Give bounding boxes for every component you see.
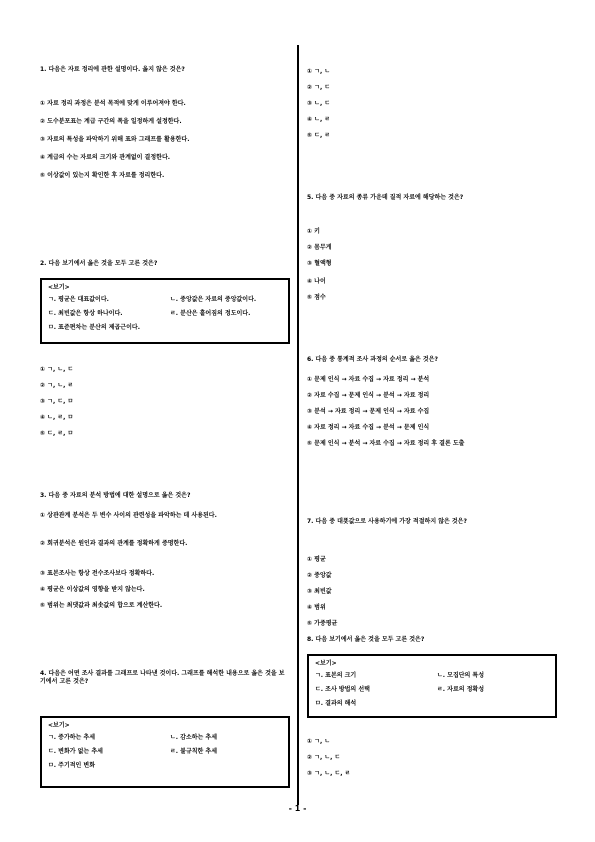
question-1-option-5: ⑤ 이상값이 있는지 확인한 후 자료를 정리한다. (40, 172, 165, 179)
box-item: ㄴ. 중앙값은 자료의 중앙값이다. (170, 296, 257, 303)
question-3-stem: 3. 다음 중 자료의 분석 방법에 대한 설명으로 옳은 것은? (40, 492, 191, 499)
box-item: ㄴ. 감소하는 추세 (170, 734, 218, 741)
box-item: ㄷ. 변화가 없는 추세 (48, 748, 103, 755)
question-3-option-2: ② 회귀분석은 원인과 결과의 관계를 정확하게 증명한다. (40, 540, 188, 547)
question-7-option-1: ① 평균 (307, 556, 326, 563)
question-5-option-5: ⑤ 점수 (307, 294, 326, 301)
question-3-option-3: ③ 표본조사는 항상 전수조사보다 정확하다. (40, 570, 155, 577)
box-item: ㄱ. 표본의 크기 (315, 672, 357, 679)
question-1-stem: 1. 다음은 자료 정리에 관한 설명이다. 옳지 않은 것은? (40, 66, 185, 73)
question-7-option-3: ③ 최빈값 (307, 588, 332, 595)
box-item: ㄷ. 최빈값은 항상 하나이다. (48, 310, 123, 317)
question-2-choice-box (40, 278, 290, 344)
box-label: <보기> (315, 660, 337, 667)
question-7-option-4: ④ 범위 (307, 604, 326, 611)
answer-top-4: ④ ㄴ, ㄹ (307, 116, 331, 123)
question-6-stem: 6. 다음 중 통계적 조사 과정의 순서로 옳은 것은? (307, 356, 438, 363)
question-6-option-2: ② 자료 수집 → 문제 인식 → 분석 → 자료 정리 (307, 392, 430, 399)
question-5-option-2: ② 몸무게 (307, 244, 332, 251)
question-8-answer-1: ① ㄱ, ㄴ (307, 738, 331, 745)
box-item: ㄱ. 증가하는 추세 (48, 734, 96, 741)
box-label: <보기> (48, 722, 70, 729)
question-6-option-4: ④ 자료 정리 → 자료 수집 → 분석 → 문제 인식 (307, 424, 430, 431)
question-6-option-3: ③ 분석 → 자료 정리 → 문제 인식 → 자료 수집 (307, 408, 430, 415)
question-7-option-2: ② 중앙값 (307, 572, 332, 579)
box-label: <보기> (48, 284, 70, 291)
box-item: ㄹ. 분산은 흩어짐의 정도이다. (170, 310, 251, 317)
answer-top-3: ③ ㄴ, ㄷ (307, 100, 331, 107)
question-6-option-5: ⑤ 문제 인식 → 분석 → 자료 수집 → 자료 정리 후 결론 도출 (307, 440, 465, 447)
question-2-answer-1: ① ㄱ, ㄴ, ㄷ (40, 366, 74, 373)
question-3-option-5: ⑤ 범위는 최댓값과 최솟값의 합으로 계산한다. (40, 602, 163, 609)
question-7-option-5: ⑤ 가중평균 (307, 620, 338, 627)
question-3-option-4: ④ 평균은 이상값의 영향을 받지 않는다. (40, 586, 145, 593)
column-divider (297, 45, 299, 805)
question-7-stem: 7. 다음 중 대푯값으로 사용하기에 가장 적절하지 않은 것은? (307, 518, 467, 525)
question-8-answer-3: ③ ㄱ, ㄴ, ㄷ, ㄹ (307, 770, 351, 777)
box-item: ㄱ. 평균은 대표값이다. (48, 296, 109, 303)
question-4-choice-box (40, 716, 290, 788)
question-2-answer-5: ⑤ ㄷ, ㄹ, ㅁ (40, 430, 74, 437)
box-item: ㅁ. 결과의 해석 (315, 700, 357, 707)
question-8-answer-2: ② ㄱ, ㄴ, ㄷ (307, 754, 341, 761)
question-2-answer-3: ③ ㄱ, ㄷ, ㅁ (40, 398, 74, 405)
question-1-option-3: ③ 자료의 특성을 파악하기 위해 표와 그래프를 활용한다. (40, 136, 190, 143)
question-3-option-1: ① 상관관계 분석은 두 변수 사이의 관련성을 파악하는 데 사용된다. (40, 512, 217, 519)
question-2-answer-4: ④ ㄴ, ㄹ, ㅁ (40, 414, 74, 421)
question-2-answer-2: ② ㄱ, ㄴ, ㄹ (40, 382, 74, 389)
answer-top-1: ① ㄱ, ㄴ (307, 68, 331, 75)
box-item: ㄹ. 자료의 정확성 (437, 686, 485, 693)
question-5-stem: 5. 다음 중 자료의 종류 가운데 질적 자료에 해당하는 것은? (307, 194, 464, 201)
box-item: ㅁ. 표준편차는 분산의 제곱근이다. (48, 324, 140, 331)
question-1-option-2: ② 도수분포표는 계급 구간의 폭을 일정하게 설정한다. (40, 118, 182, 125)
question-1-option-4: ④ 계급의 수는 자료의 크기와 관계없이 결정한다. (40, 154, 171, 161)
box-item: ㅁ. 주기적인 변화 (48, 762, 96, 769)
question-5-option-3: ③ 혈액형 (307, 260, 332, 267)
box-item: ㄷ. 조사 방법의 선택 (315, 686, 370, 693)
box-item: ㄹ. 불규칙한 추세 (170, 748, 218, 755)
question-6-option-1: ① 문제 인식 → 자료 수집 → 자료 정리 → 분석 (307, 376, 430, 383)
question-8-stem: 8. 다음 보기에서 옳은 것을 모두 고른 것은? (307, 636, 425, 643)
answer-top-2: ② ㄱ, ㄷ (307, 84, 331, 91)
box-item: ㄴ. 모집단의 특성 (437, 672, 485, 679)
question-2-stem: 2. 다음 보기에서 옳은 것을 모두 고른 것은? (40, 260, 158, 267)
page-number: - 1 - (288, 804, 307, 813)
question-5-option-1: ① 키 (307, 228, 320, 235)
question-1-option-1: ① 자료 정리 과정은 분석 목적에 맞게 이루어져야 한다. (40, 100, 186, 107)
question-4-stem: 4. 다음은 어떤 조사 결과를 그래프로 나타낸 것이다. 그래프를 해석한 내용으로 옳은 것을 보기에서 고른 것은? (40, 670, 285, 685)
question-5-option-4: ④ 나이 (307, 278, 326, 285)
question-8-choice-box (307, 654, 557, 718)
answer-top-5: ⑤ ㄷ, ㄹ (307, 132, 331, 139)
